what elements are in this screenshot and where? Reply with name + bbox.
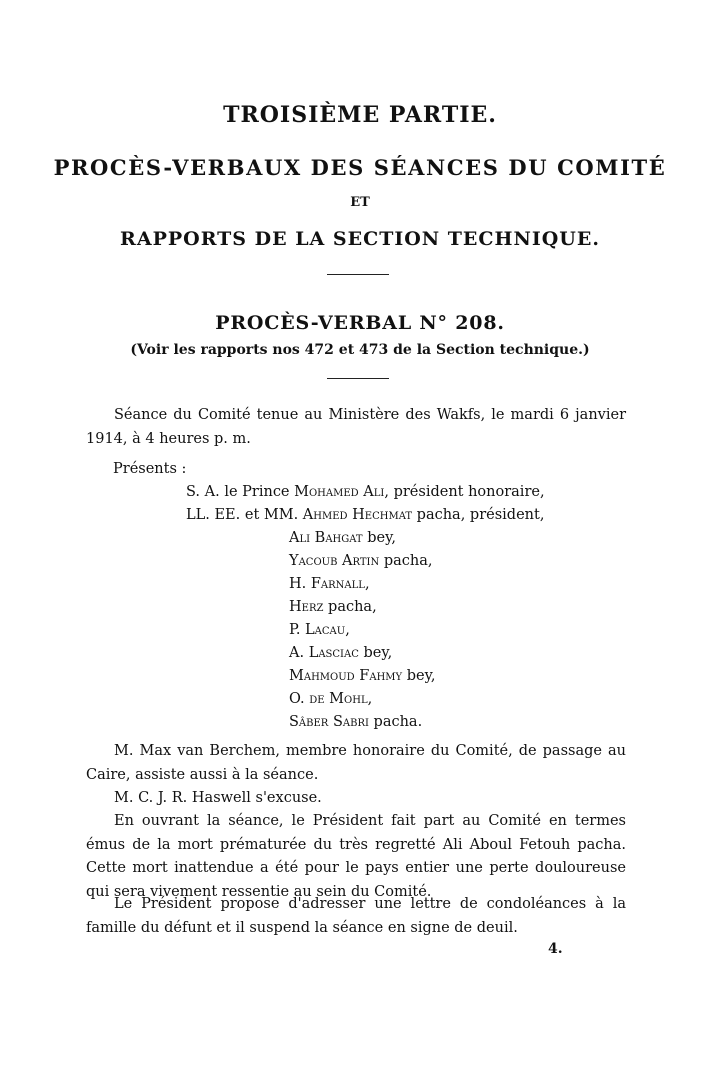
line-prefix: S. A. le Prince [186, 484, 290, 500]
line-suffix: pacha, président, [412, 507, 545, 523]
member-line [289, 619, 350, 642]
divider-rule [327, 378, 389, 379]
condoleances-paragraph: Le Président propose d'adresser une lettre de condoléances à la famille du défunt et il suspend la séance en signe de deuil. [86, 896, 626, 936]
member-line [289, 665, 436, 688]
berchem-paragraph: M. Max van Berchem, membre honoraire du Comité, de passage au Caire, assiste aussi à la séance. [86, 743, 626, 783]
member-line [289, 596, 377, 619]
member-name: Yacoub Artin [289, 553, 380, 569]
member-line [289, 642, 392, 665]
seance-paragraph: Séance du Comité tenue au Ministère des Wakfs, le mardi 6 janvier 1914, à 4 heures p. m. [86, 407, 626, 447]
member-suffix: pacha, [323, 599, 377, 615]
member-name: Mahmoud Fahmy [289, 668, 403, 684]
member-line [289, 688, 372, 711]
proces-verbal-reference: (Voir les rapports nos 472 et 473 de la Section technique.) [130, 342, 590, 358]
proces-verbal-heading: PROCÈS-VERBAL N° 208. [215, 312, 505, 334]
title-line-2: RAPPORTS DE LA SECTION TECHNIQUE. [120, 228, 600, 250]
member-line [289, 527, 396, 550]
member-suffix: , [364, 576, 370, 592]
member-name: Sâber Sabri [289, 714, 369, 730]
member-suffix: bey, [402, 668, 436, 684]
president-line [186, 504, 544, 527]
line-prefix: LL. EE. et MM. [186, 507, 299, 523]
member-suffix: bey, [358, 645, 393, 661]
divider-rule [327, 274, 389, 275]
member-name: H. Farnall [289, 576, 365, 592]
member-name: P. Lacau [289, 622, 346, 638]
member-name: Mohamed Ali [294, 484, 385, 500]
member-suffix: , [367, 691, 373, 707]
part-title: TROISIÈME PARTIE. [223, 102, 497, 128]
member-suffix: , [345, 622, 350, 638]
haswell-paragraph: M. C. J. R. Haswell s'excuse. [114, 790, 322, 806]
page-folio: 4. [548, 941, 563, 957]
member-name: A. Lasciac [289, 645, 359, 661]
presents-label: Présents : [113, 461, 187, 477]
member-line [289, 573, 370, 596]
member-name: Herz [289, 599, 324, 615]
member-name: Ahmed Hechmat [302, 507, 413, 523]
title-line-1: PROCÈS-VERBAUX DES SÉANCES DU COMITÉ [53, 155, 667, 180]
member-suffix: bey, [362, 530, 396, 546]
member-name: O. de Mohl [289, 691, 368, 707]
line-suffix: , président honoraire, [384, 484, 545, 500]
member-suffix: pacha, [379, 553, 433, 569]
president-honoraire-line [186, 481, 545, 504]
member-line [289, 711, 422, 734]
member-name: Ali Bahgat [289, 530, 363, 546]
title-conjunction: ET [350, 195, 370, 210]
member-suffix: pacha. [368, 714, 423, 730]
member-line [289, 550, 432, 573]
ouverture-paragraph: En ouvrant la séance, le Président fait part au Comité en termes émus de la mort prématurée du très regretté Ali Aboul Fetouh pacha. Cette mort inattendue a été pour le pays entier une perte douloureuse qui sera vivement ressentie au sein du Comité. [86, 813, 626, 900]
